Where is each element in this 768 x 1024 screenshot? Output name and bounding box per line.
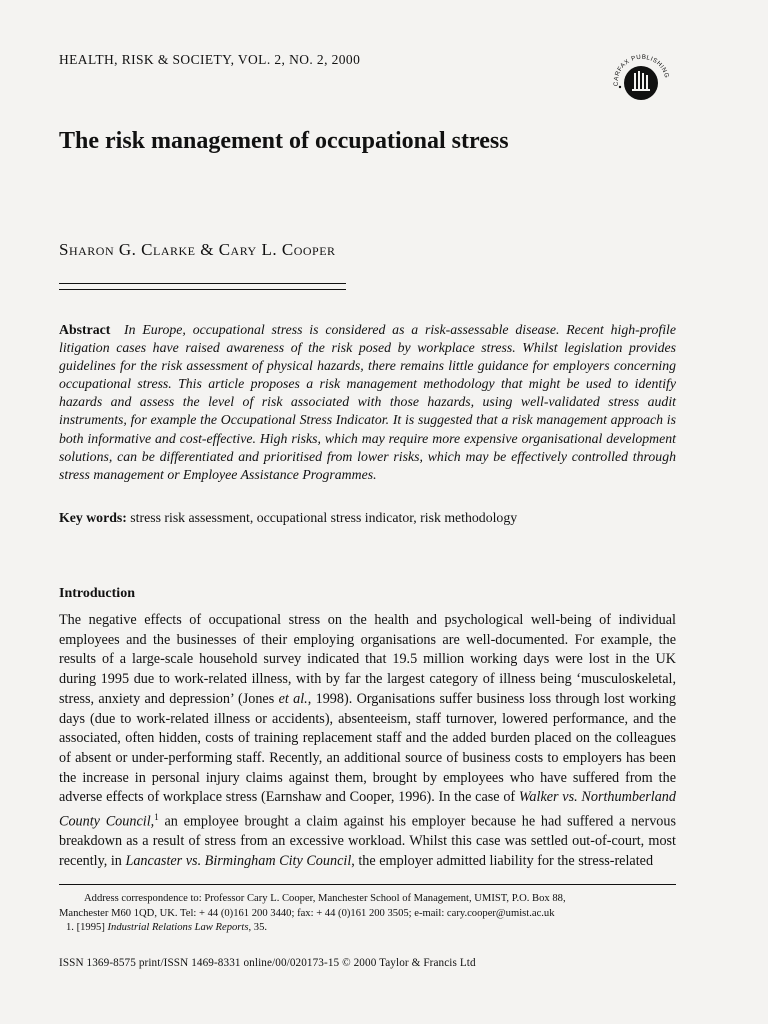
abstract-label: Abstract [59,322,111,337]
body-text-segment: The negative effects of occupational stress on the health and psychological well-being of individual employees and the businesses of their employing organisations are well-documented. For example, the results of a large-scale household survey indicated that 19.5 million working days were lost in the UK during 1995 due to work-related illness, with by far the largest category of illness being ‘musculoskeletal, stress, anxiety and depression’ (Jones [59,612,676,707]
section-heading-introduction: Introduction [59,586,135,601]
keywords-text: stress risk assessment, occupational stress indicator, risk methodology [130,510,518,525]
footnote-text: , 35. [248,922,268,933]
body-text-segment: , the employer admitted liability for the stress-related [351,853,654,870]
body-text-segment: an employee brought a claim against his employer because he had suffered a nervous breakdown as a result of stress from an excessive workload. Whilst this case was settled out-of-court, most recently, in [59,813,676,870]
citation-etal: et al. [278,690,308,707]
issn-line: ISSN 1369-8575 print/ISSN 1469-8331 online/00/020173-15 © 2000 Taylor & Francis Ltd [59,957,476,969]
keywords [59,510,676,526]
case-name: Lancaster vs. Birmingham City Council [125,853,352,870]
title-rule-top [59,283,346,284]
svg-text:CARFAX PUBLISHING: CARFAX PUBLISHING [612,53,671,87]
abstract [59,321,676,484]
correspondence-line: Address correspondence to: Professor Cary L. Cooper, Manchester School of Management, UMIST, P.O. Box 88, [84,893,566,904]
keywords-label: Key words: [59,510,127,525]
body-text-segment: , 1998). Organisations suffer business loss through lost working days (due to work-related illness or accidents), absenteeism, staff turnover, lowered performance, and the associated, often hidden, costs of training replacement staff and the added burden placed on the colleagues of absent or under-performing staff. Recently, an additional source of business costs to employers has been the increase in personal injury claims against them, brought by employees who have suffered from the adverse effects of workplace stress (Earnshaw and Cooper, 1996). In the case of [59,690,676,806]
footnote-rule [59,884,676,885]
abstract-text: In Europe, occupational stress is considered as a risk-assessable disease. Recent high-profile litigation cases have raised awareness of the risk posed by workplace stress. Whilst legislation provides guidelines for the risk assessment of physical hazards, there remains little guidance for employers concerning occupational stress. This article proposes a risk management methodology that might be used to identify hazards and assess the level of risk associated with those hazards, using well-validated stress audit instruments, for example the Occupational Stress Indicator. It is suggested that a risk management approach is both informative and cost-effective. High risks, which may require more expensive organisational development solutions, can be differentiated and prioritised from lower risks, which may be effectively controlled through stress management or Employee Assistance Programmes. [59,322,676,482]
title-rule-bottom [59,289,346,290]
case-name: Walker vs. Northumberland County Council, [59,789,676,830]
carfax-publishing-logo [606,46,676,116]
footnote-reference[interactable]: 1 [154,812,159,823]
correspondence-address [59,891,681,921]
footnote-number: 1. [66,922,74,933]
footnote-1 [66,922,666,933]
introduction-paragraph [59,611,676,872]
correspondence-line: Manchester M60 1QD, UK. Tel: + 44 (0)161 200 3440; fax: + 44 (0)161 200 3505; e-mail: cary.cooper@umist.ac.uk [59,908,555,919]
journal-citation: HEALTH, RISK & SOCIETY, VOL. 2, NO. 2, 2000 [59,52,361,67]
article-title: The risk management of occupational stress [59,128,509,154]
article-authors: Sharon G. Clarke & Cary L. Cooper [59,240,336,259]
footnote-source: Industrial Relations Law Reports [107,922,249,933]
footnote-text: [1995] [76,922,105,933]
